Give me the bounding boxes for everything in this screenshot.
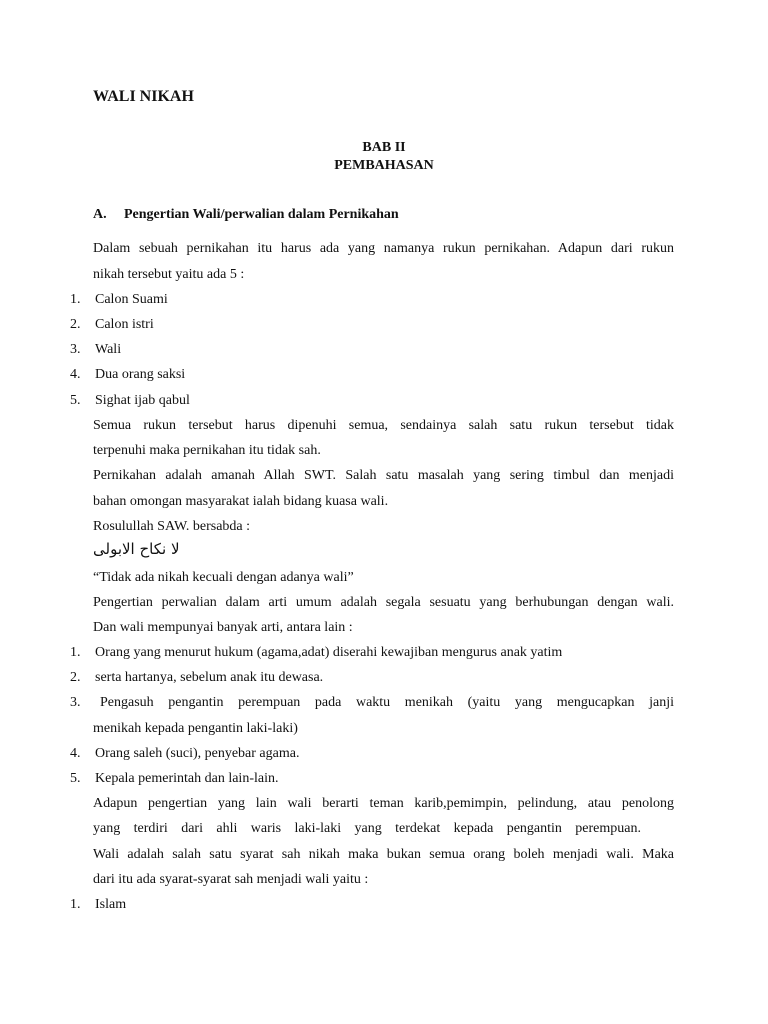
list-item-text: Calon Suami <box>95 292 168 307</box>
list-item-number: 5. <box>70 393 81 408</box>
paragraph-line: Pengertian perwalian dalam arti umum adalah segala sesuatu yang berhubungan dengan wali. <box>93 595 674 610</box>
hadith-translation: “Tidak ada nikah kecuali dengan adanya wali” <box>93 570 354 585</box>
list-item-text: Sighat ijab qabul <box>95 393 190 408</box>
paragraph-line: Dan wali mempunyai banyak arti, antara lain : <box>93 620 353 635</box>
paragraph-line: yang terdiri dari ahli waris laki-laki yang terdekat kepada pengantin perempuan. <box>93 821 641 836</box>
list-item-text: serta hartanya, sebelum anak itu dewasa. <box>95 670 324 685</box>
list-item-number: 1. <box>70 292 81 307</box>
section-number: A. <box>93 207 107 222</box>
list-item-text: Kepala pemerintah dan lain-lain. <box>95 771 279 786</box>
paragraph-line: Wali adalah salah satu syarat sah nikah maka bukan semua orang boleh menjadi wali. Maka <box>93 847 674 862</box>
list-item-text: Orang saleh (suci), penyebar agama. <box>95 746 300 761</box>
hadith-intro: Rosulullah SAW. bersabda : <box>93 519 251 534</box>
paragraph-line: Adapun pengertian yang lain wali berarti teman karib,pemimpin, pelindung, atau penolong <box>93 796 674 811</box>
list-item-number: 3. <box>70 342 81 357</box>
list-item-number: 5. <box>70 771 81 786</box>
list-item-number: 1. <box>70 897 81 912</box>
list-item-continuation: menikah kepada pengantin laki-laki) <box>93 721 298 736</box>
hadith-arabic: لا نكاح الابولى <box>93 540 180 558</box>
paragraph-line: Pernikahan adalah amanah Allah SWT. Salah satu masalah yang sering timbul dan menjadi <box>93 468 674 483</box>
paragraph-line: Semua rukun tersebut harus dipenuhi semua, sendainya salah satu rukun tersebut tidak <box>93 418 674 433</box>
list-item-text: Islam <box>95 897 127 912</box>
chapter-title: PEMBAHASAN <box>334 158 434 173</box>
list-item-text: Wali <box>95 342 122 357</box>
list-item-number: 2. <box>70 317 81 332</box>
list-item-number: 4. <box>70 367 81 382</box>
paragraph-line: terpenuhi maka pernikahan itu tidak sah. <box>93 443 321 458</box>
list-item-text: Dua orang saksi <box>95 367 186 382</box>
list-item-number: 3. <box>70 695 81 710</box>
chapter-number: BAB II <box>362 140 406 155</box>
list-item-number: 1. <box>70 645 81 660</box>
list-item-text: Orang yang menurut hukum (agama,adat) diserahi kewajiban mengurus anak yatim <box>95 645 563 660</box>
section-title: Pengertian Wali/perwalian dalam Pernikahan <box>124 207 399 222</box>
list-item-text: Pengasuh pengantin perempuan pada waktu menikah (yaitu yang mengucapkan janji <box>100 695 674 710</box>
section-heading <box>93 207 399 223</box>
intro-line: nikah tersebut yaitu ada 5 : <box>93 267 245 282</box>
paragraph-line: bahan omongan masyarakat ialah bidang kuasa wali. <box>93 494 389 509</box>
list-item-number: 2. <box>70 670 81 685</box>
intro-line: Dalam sebuah pernikahan itu harus ada yang namanya rukun pernikahan. Adapun dari rukun <box>93 241 674 256</box>
document-title: WALI NIKAH <box>93 88 194 105</box>
list-item-number: 4. <box>70 746 81 761</box>
paragraph-line: dari itu ada syarat-syarat sah menjadi wali yaitu : <box>93 872 369 887</box>
list-item-text: Calon istri <box>95 317 154 332</box>
